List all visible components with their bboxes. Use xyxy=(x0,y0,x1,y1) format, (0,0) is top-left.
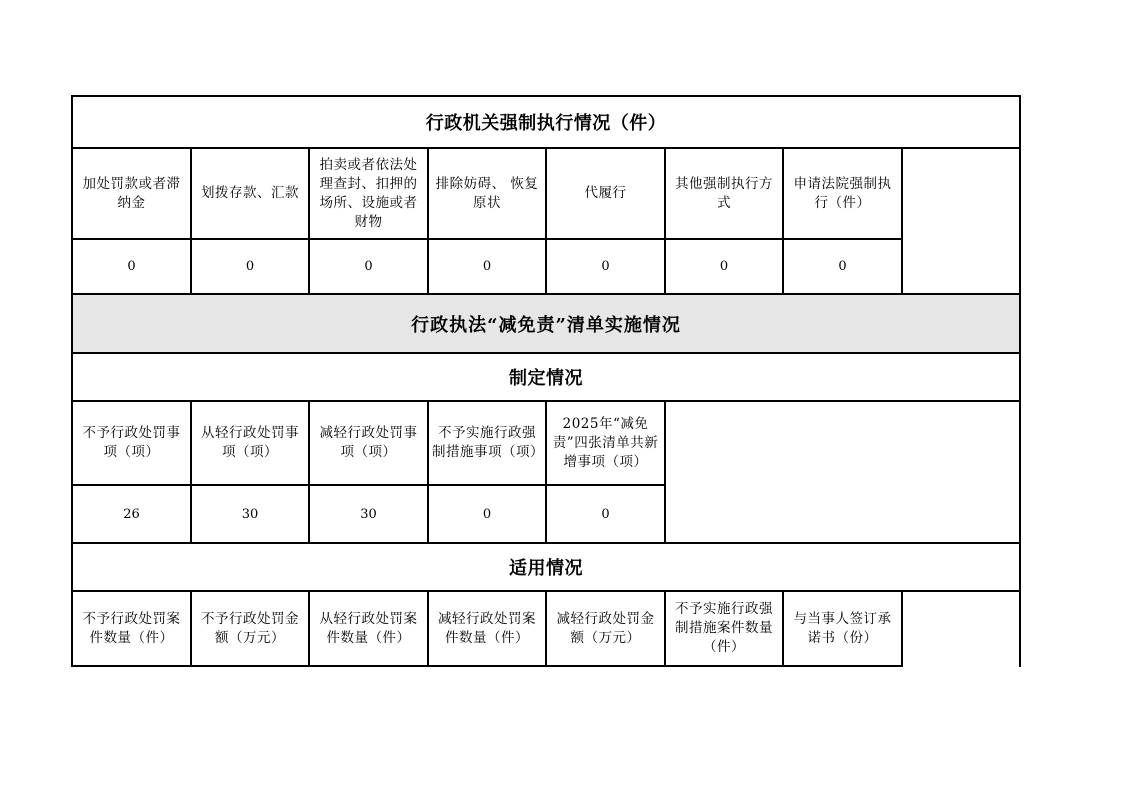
application-header: 不予行政处罚案件数量（件） xyxy=(82,610,181,646)
formulation-title: 制定情况 xyxy=(509,368,583,389)
formulation-header: 减轻行政处罚事项（项） xyxy=(319,425,418,460)
enforcement-value: 0 xyxy=(127,259,136,274)
formulation-header: 不予行政处罚事项（项） xyxy=(82,425,181,460)
enforcement-title: 行政机关强制执行情况（件） xyxy=(425,113,667,134)
enforcement-header: 拍卖或者依法处理查封、扣押的场所、设施或者财物 xyxy=(319,156,418,230)
formulation-value: 30 xyxy=(360,506,377,522)
formulation-value: 0 xyxy=(482,506,492,522)
enforcement-value: 0 xyxy=(838,259,847,274)
grid-line xyxy=(901,590,903,667)
application-header: 减轻行政处罚案件数量（件） xyxy=(438,610,536,646)
application-header: 不予行政处罚金额（万元） xyxy=(201,610,299,646)
formulation-header: 2025年“减免责”四张清单共新增事项（项） xyxy=(552,415,659,470)
enforcement-value: 0 xyxy=(245,259,255,274)
application-header: 减轻行政处罚金额（万元） xyxy=(556,610,655,646)
enforcement-header: 代履行 xyxy=(584,185,627,201)
enforcement-value: 0 xyxy=(364,259,373,274)
enforcement-header: 其他强制执行方式 xyxy=(675,175,773,211)
formulation-header: 不予实施行政强制措施事项（项） xyxy=(432,425,544,460)
grid-line xyxy=(71,665,902,667)
application-header: 不予实施行政强制措施案件数量（件） xyxy=(675,601,773,655)
application-header: 与当事人签订承诺书（份） xyxy=(793,610,892,646)
formulation-value: 0 xyxy=(601,506,610,522)
enforcement-value: 0 xyxy=(719,259,729,274)
grid-line xyxy=(1019,95,1021,667)
enforcement-header: 划拨存款、汇款 xyxy=(201,185,299,201)
application-title: 适用情况 xyxy=(509,558,583,579)
grid-line xyxy=(664,400,666,543)
grid-line xyxy=(901,147,903,294)
formulation-header: 从轻行政处罚事项（项） xyxy=(201,425,299,460)
enforcement-value: 0 xyxy=(601,259,610,274)
enforcement-header: 申请法院强制执行（件） xyxy=(793,175,892,211)
list-section-title: 行政执法“减免责”清单实施情况 xyxy=(411,314,681,336)
formulation-value: 26 xyxy=(123,506,140,522)
enforcement-header: 加处罚款或者滞纳金 xyxy=(82,175,181,211)
enforcement-value: 0 xyxy=(482,259,492,274)
enforcement-header: 排除妨碍、 恢复原状 xyxy=(435,175,539,211)
application-header: 从轻行政处罚案件数量（件） xyxy=(319,610,418,646)
formulation-value: 30 xyxy=(241,506,259,522)
